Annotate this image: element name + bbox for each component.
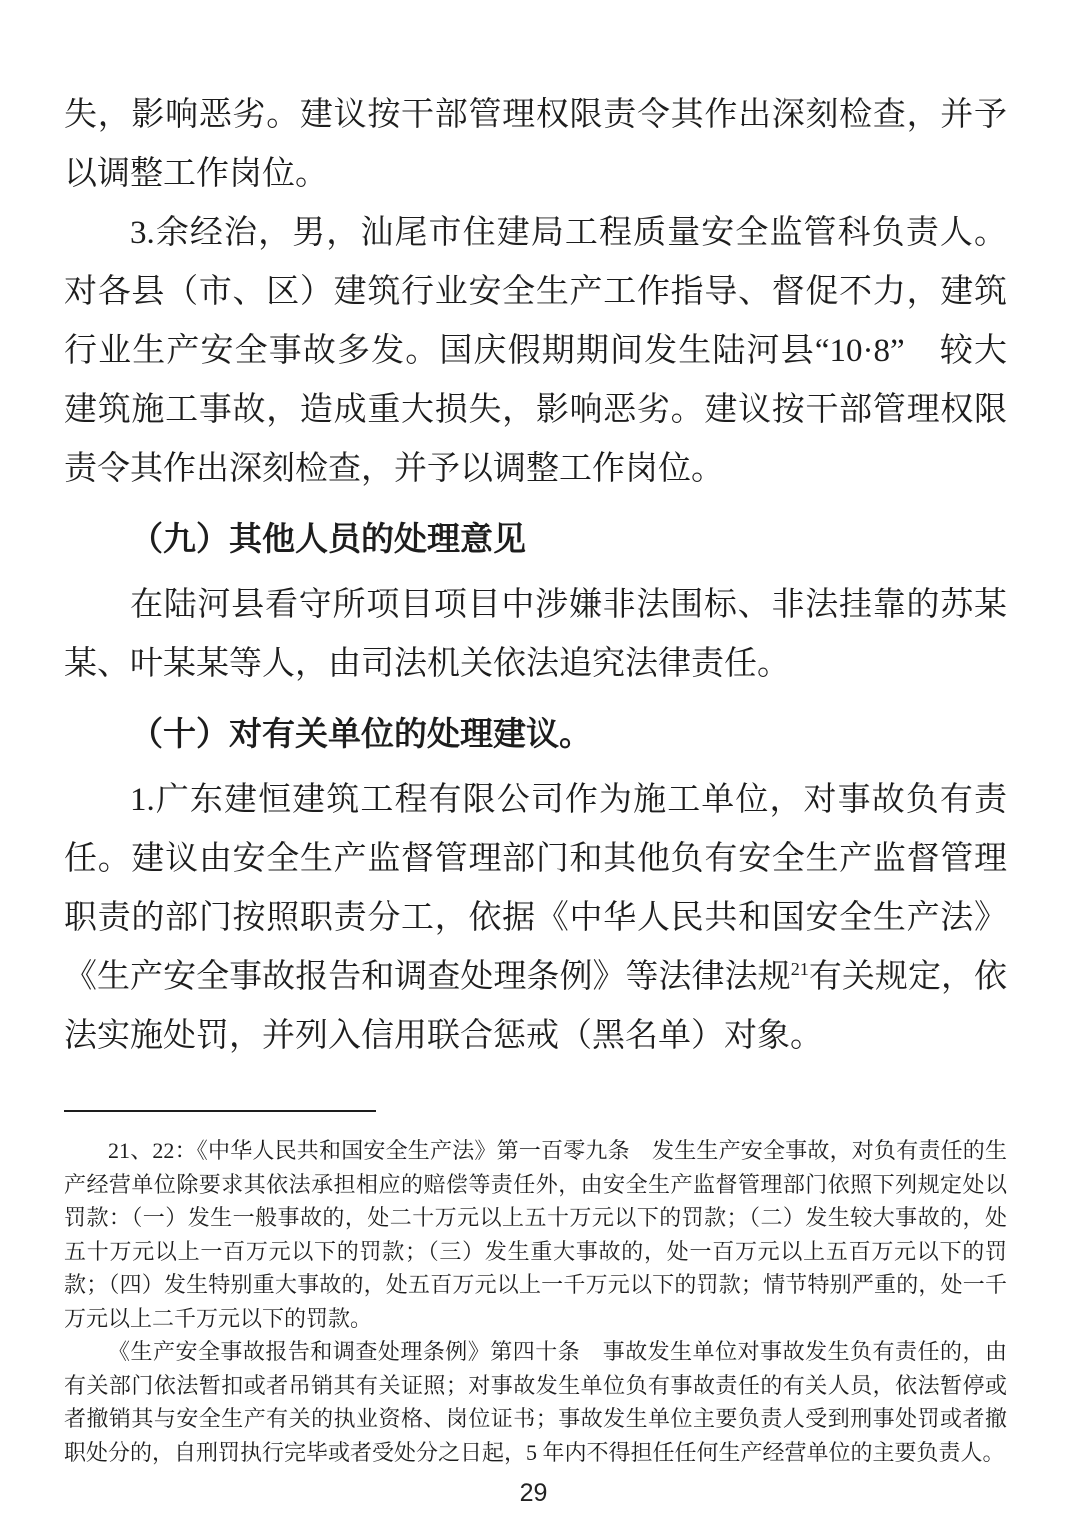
footnote-regulation-40: 《生产安全事故报告和调查处理条例》第四十条 事故发生单位对事故发生负有责任的，由有关部门依法暂扣或者吊销其有关证照；对事故发生单位负有事故责任的有关人员，依法暂停或者撤销其与安全生产有关的执业资格、岗位证书；事故发生单位主要负责人受到刑事处罚或者撤职处分的，自刑罚执行完毕或者受处分之日起，5 年内不得担任任何生产经营单位的主要负责人。	[64, 1339, 1007, 1465]
paragraph-unit-1-text-after: 有关规定，依法实施处罚，并列入信用联合惩戒（黑名单）对象。	[64, 959, 1008, 1054]
footnote-ref-21: 21	[790, 959, 809, 979]
document-body	[64, 86, 1007, 1066]
paragraph-continuation: 失，影响恶劣。建议按干部管理权限责令其作出深刻检查，并予以调整工作岗位。	[64, 97, 1007, 192]
heading-section-10: （十）对有关单位的处理建议。	[130, 717, 592, 753]
footnote-block	[64, 1110, 1007, 1469]
page-number: 29	[519, 1479, 548, 1507]
paragraph-unit-1-text: 1.广东建恒建筑工程有限公司作为施工单位，对事故负有责任。建议由安全生产监督管理部门和其他负有安全生产监督管理职责的部门按照职责分工，依据《中华人民共和国安全生产法》《生产安全事故报告和调查处理条例》等法律法规	[64, 782, 1007, 995]
footnote-separator	[64, 1110, 376, 1112]
heading-section-9: （九）其他人员的处理意见	[130, 522, 526, 558]
paragraph-other-persons: 在陆河县看守所项目项目中涉嫌非法围标、非法挂靠的苏某某、叶某某等人，由司法机关依法追究法律责任。	[64, 587, 1007, 682]
footnote-21-22: 21、22：《中华人民共和国安全生产法》第一百零九条 发生生产安全事故，对负有责任的生产经营单位除要求其依法承担相应的赔偿等责任外，由安全生产监督管理部门依照下列规定处以罚款：（一）发生一般事故的，处二十万元以上五十万元以下的罚款；（二）发生较大事故的，处五十万元以上一百万元以下的罚款；（三）发生重大事故的，处一百万元以上五百万元以下的罚款；（四）发生特别重大事故的，处五百万元以上一千万元以下的罚款；情节特别严重的，处一千万元以上二千万元以下的罚款。	[64, 1138, 1007, 1331]
paragraph-person-3: 3.余经治，男，汕尾市住建局工程质量安全监管科负责人。对各县（市、区）建筑行业安全生产工作指导、督促不力，建筑行业生产安全事故多发。国庆假期期间发生陆河县“10·8” 较大建筑施工事故，造成重大损失，影响恶劣。建议按干部管理权限责令其作出深刻检查，并予以调整工作岗位。	[64, 215, 1007, 487]
paragraph-unit-1	[64, 771, 1007, 1066]
